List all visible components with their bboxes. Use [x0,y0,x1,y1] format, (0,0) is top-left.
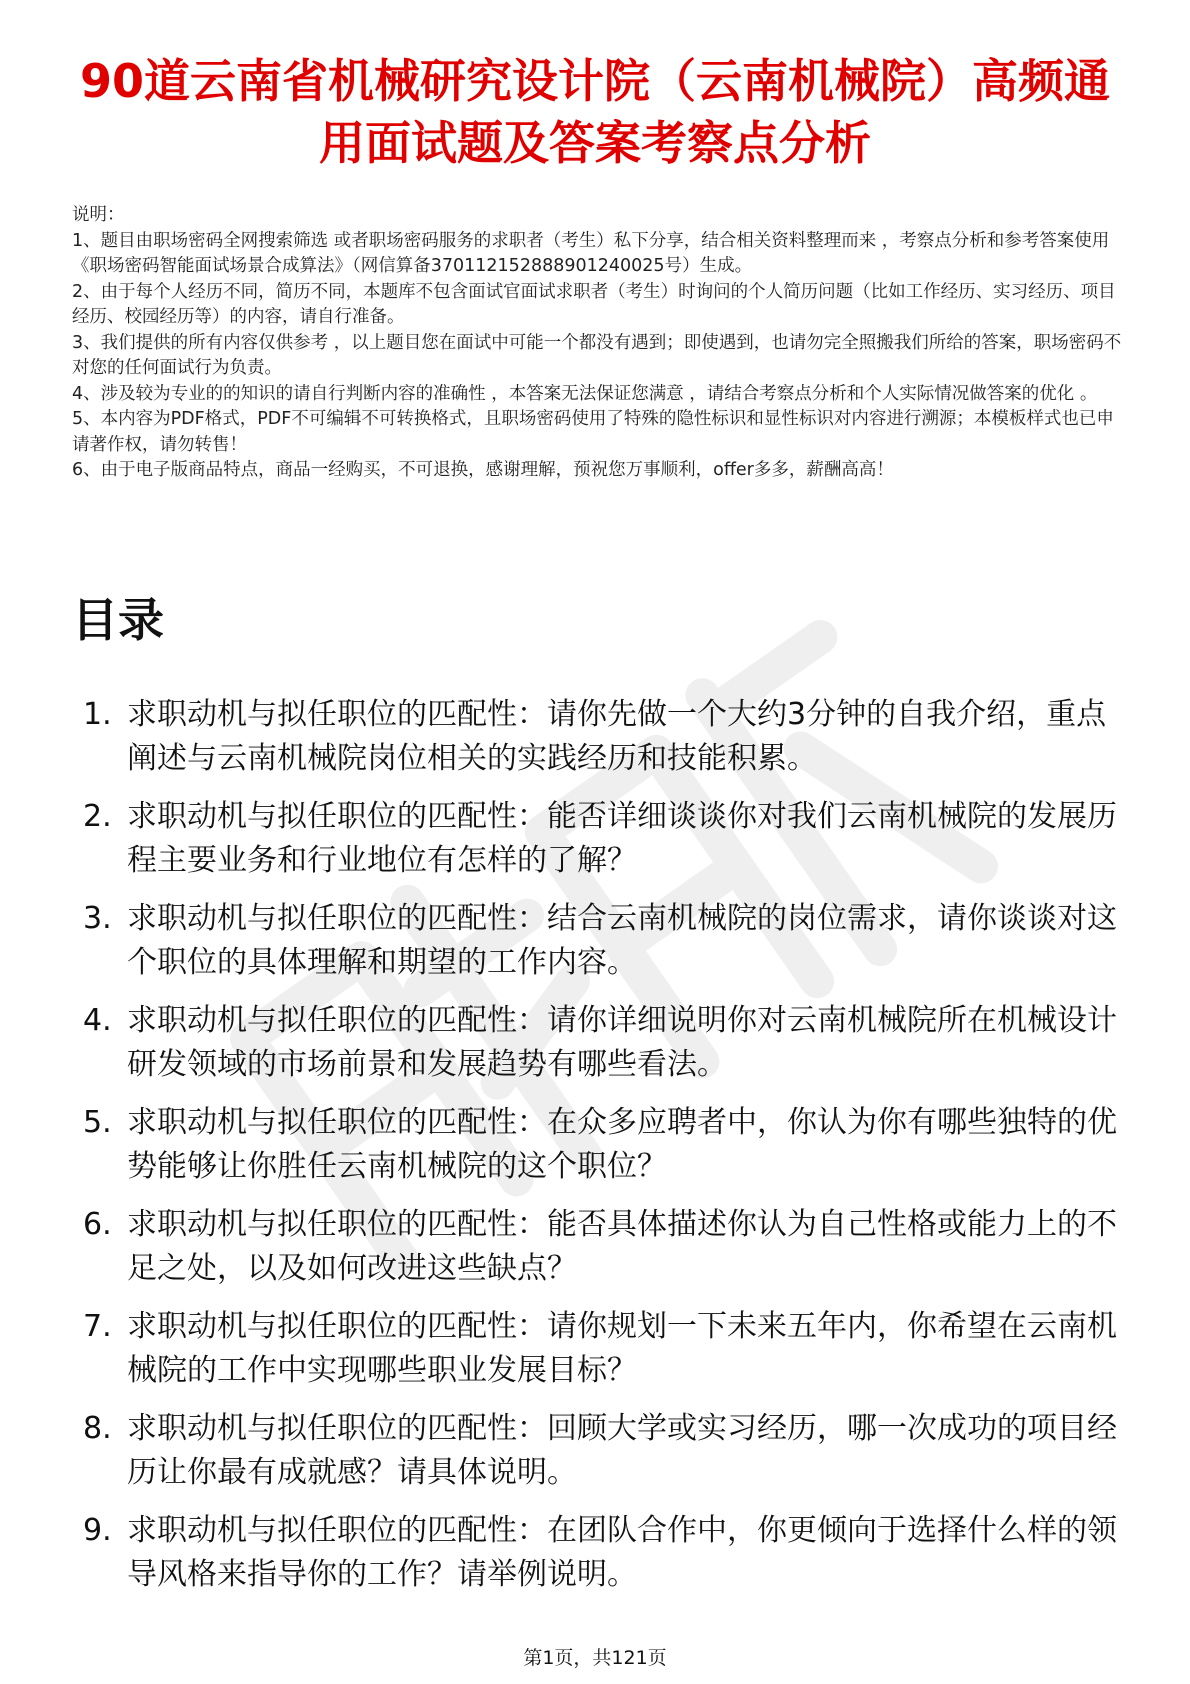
toc-item-number: 6. [83,1207,112,1242]
toc-item-number: 7. [83,1309,112,1344]
toc-item-number: 2. [83,799,112,834]
toc-item-number: 8. [83,1411,112,1446]
toc-item-number: 5. [83,1105,112,1140]
toc-item[interactable] [72,795,1132,897]
note-item: 5、本内容为PDF格式，PDF不可编辑不可转换格式，且职场密码使用了特殊的隐性标识和显性标识对内容进行溯源；本模板样式也已申请著作权，请勿转售！ [72,409,1114,455]
note-item: 3、我们提供的所有内容仅供参考 ，以上题目您在面试中可能一个都没有遇到；即使遇到，也请勿完全照搬我们所给的答案，职场密码不对您的任何面试行为负责。 [72,332,1122,378]
note-item: 4、涉及较为专业的的知识的请自行判断内容的准确性 ，本答案无法保证您满意 ，请结合考察点分析和个人实际情况做答案的优化 。 [72,383,1098,404]
toc-item-text: 求职动机与拟任职位的匹配性：结合云南机械院的岗位需求，请你谈谈对这个职位的具体理解和期望的工作内容。 [127,901,1117,980]
toc-item-text: 求职动机与拟任职位的匹配性：在团队合作中，你更倾向于选择什么样的领导风格来指导你的工作？请举例说明。 [127,1513,1117,1592]
toc-item-text: 求职动机与拟任职位的匹配性：请你规划一下未来五年内，你希望在云南机械院的工作中实现哪些职业发展目标？ [127,1309,1117,1388]
note-item: 1、题目由职场密码全网搜索筛选 或者职场密码服务的求职者（考生）私下分享，结合相关资料整理而来 ，考察点分析和参考答案使用《职场密码智能面试场景合成算法》（网信算备370112152888901240025号）生成。 [72,230,1110,276]
toc-heading: 目录 [72,593,164,647]
page-title: 90道云南省机械研究设计院（云南机械院）高频通用面试题及答案考察点分析 [79,54,1110,170]
toc-item-text: 求职动机与拟任职位的匹配性：请你先做一个大约3分钟的自我介绍，重点阐述与云南机械院岗位相关的实践经历和技能积累。 [127,697,1107,776]
toc-item[interactable] [72,1203,1132,1305]
toc-item[interactable] [72,1407,1132,1509]
notes-heading: 说明： [72,205,125,225]
toc-item-text: 求职动机与拟任职位的匹配性：回顾大学或实习经历，哪一次成功的项目经历让你最有成就感？请具体说明。 [127,1411,1117,1490]
toc-item-text: 求职动机与拟任职位的匹配性：能否详细谈谈你对我们云南机械院的发展历程主要业务和行业地位有怎样的了解？ [127,799,1117,878]
toc-item[interactable] [72,999,1132,1101]
toc-item-text: 求职动机与拟任职位的匹配性：在众多应聘者中，你认为你有哪些独特的优势能够让你胜任云南机械院的这个职位？ [127,1105,1117,1184]
toc-list [72,693,1132,1611]
note-item: 6、由于电子版商品特点，商品一经购买，不可退换，感谢理解，预祝您万事顺利，offer多多，薪酬高高！ [72,460,894,480]
toc-item-text: 求职动机与拟任职位的匹配性：请你详细说明你对云南机械院所在机械设计研发领域的市场前景和发展趋势有哪些看法。 [127,1003,1117,1082]
toc-item[interactable] [72,693,1132,795]
toc-item-number: 9. [83,1513,112,1548]
toc-item[interactable] [72,1101,1132,1203]
toc-item-number: 3. [83,901,112,936]
notes-section [72,203,1122,484]
toc-item-number: 4. [83,1003,112,1038]
note-item: 2、由于每个人经历不同，简历不同，本题库不包含面试官面试求职者（考生）时询问的个人简历问题（比如工作经历、实习经历、项目经历、校园经历等）的内容，请自行准备。 [72,281,1116,327]
toc-item-number: 1. [83,697,112,732]
toc-item-text: 求职动机与拟任职位的匹配性：能否具体描述你认为自己性格或能力上的不足之处，以及如何改进这些缺点？ [127,1207,1117,1286]
toc-item[interactable] [72,897,1132,999]
page-footer: 第1页，共121页 [523,1647,667,1669]
toc-item[interactable] [72,1509,1132,1611]
toc-item[interactable] [72,1305,1132,1407]
